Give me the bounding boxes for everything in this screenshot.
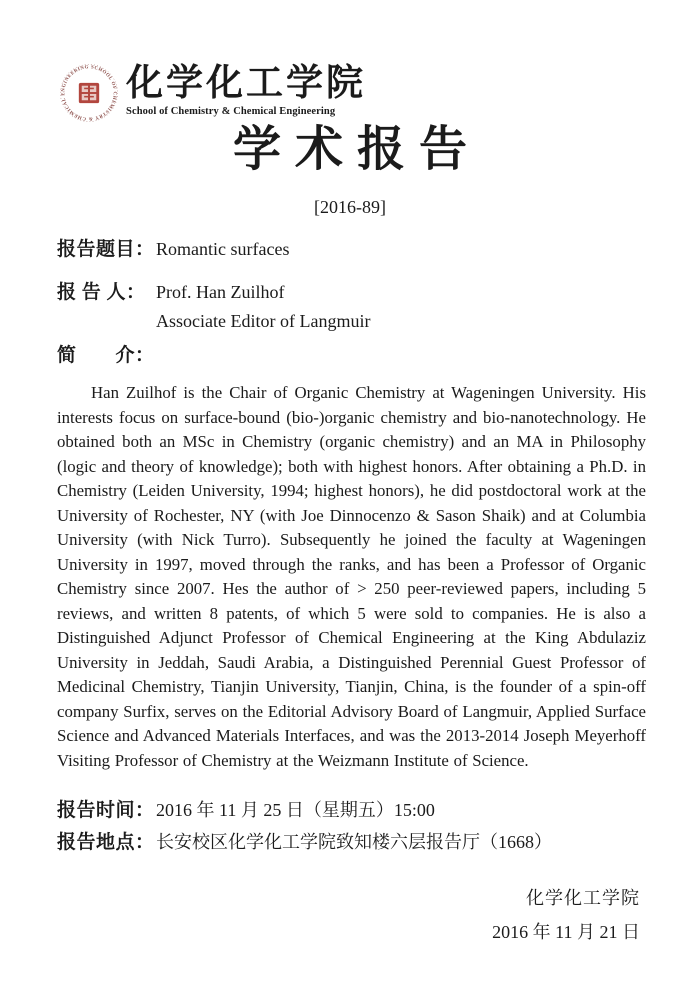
- school-seal-icon: [58, 62, 120, 124]
- report-title: 学术报告: [232, 123, 481, 176]
- field-topic-label: 报告题目：: [57, 239, 155, 260]
- field-time-value: 2016 年 11 月 25 日（星期五）15:00: [156, 800, 435, 820]
- logo-name-en: School of Chemistry & Chemical Engineering: [126, 105, 336, 117]
- field-speaker: [57, 277, 645, 304]
- field-venue-label: 报告地点：: [57, 832, 155, 853]
- seal-ring-text: SCHOOL OF CHEMISTRY & CHEMICAL ENGINEERING: [61, 65, 117, 121]
- field-venue: [57, 827, 645, 854]
- logo-text: [126, 62, 366, 117]
- logo-name-cn: 化学化工学院: [126, 63, 366, 104]
- speaker-affiliation: Associate Editor of Langmuir: [156, 311, 371, 331]
- field-venue-value: 长安校区化学化工学院致知楼六层报告厅（1668）: [156, 832, 552, 852]
- field-speaker-label: 报 告 人：: [57, 282, 146, 303]
- field-time-label: 报告时间：: [57, 800, 155, 821]
- report-number: [2016-89]: [314, 197, 386, 217]
- field-intro: [57, 340, 645, 367]
- field-topic-value: Romantic surfaces: [156, 239, 290, 259]
- biography-paragraph: Han Zuilhof is the Chair of Organic Chemistry at Wageningen University. His interests focus on surface-bound (bio-)organic chemistry and bio-nanotechnology. He obtained both an MSc in Chemistry (organic chemistry) and an MA in Philosophy (logic and theory of knowledge); both with highest honors. After obtaining a Ph.D. in Chemistry (Leiden University, 1994; highest honors), he did postdoctoral work at the University of Rochester, NY (with Joe Dinnocenzo & Sason Shaik) and at Columbia University (with Nick Turro). Subsequently he joined the faculty at Wageningen University in 1997, moved through the ranks, and has been a Professor of Organic Chemistry since 2007. Hes the author of > 250 peer-reviewed papers, including 5 reviews, and written 8 patents, of which 5 were sold to companies. He is also a Distinguished Adjunct Professor of Chemical Engineering at the King Abdulaziz University in Jeddah, Saudi Arabia, a Distinguished Perennial Guest Professor of Medicinal Chemistry, Tianjin University, Tianjin, China, is the founder of a spin-off company Surfix, serves on the Editorial Advisory Board of Langmuir, Applied Surface Science and Advanced Materials Interfaces, and was the 2013-2014 Joseph Meyerhoff Visiting Professor of Chemistry at the Weizmann Institute of Science.: [57, 383, 646, 770]
- school-logo: [58, 62, 366, 124]
- signature-date: 2016 年 11 月 21 日: [492, 922, 640, 942]
- seal-stamp: [79, 83, 99, 103]
- field-speaker-value: Prof. Han Zuilhof: [156, 282, 285, 302]
- signature-org: 化学化工学院: [526, 888, 640, 908]
- field-intro-label: 简 介：: [57, 345, 155, 366]
- field-time: [57, 795, 645, 822]
- field-topic: [57, 234, 645, 261]
